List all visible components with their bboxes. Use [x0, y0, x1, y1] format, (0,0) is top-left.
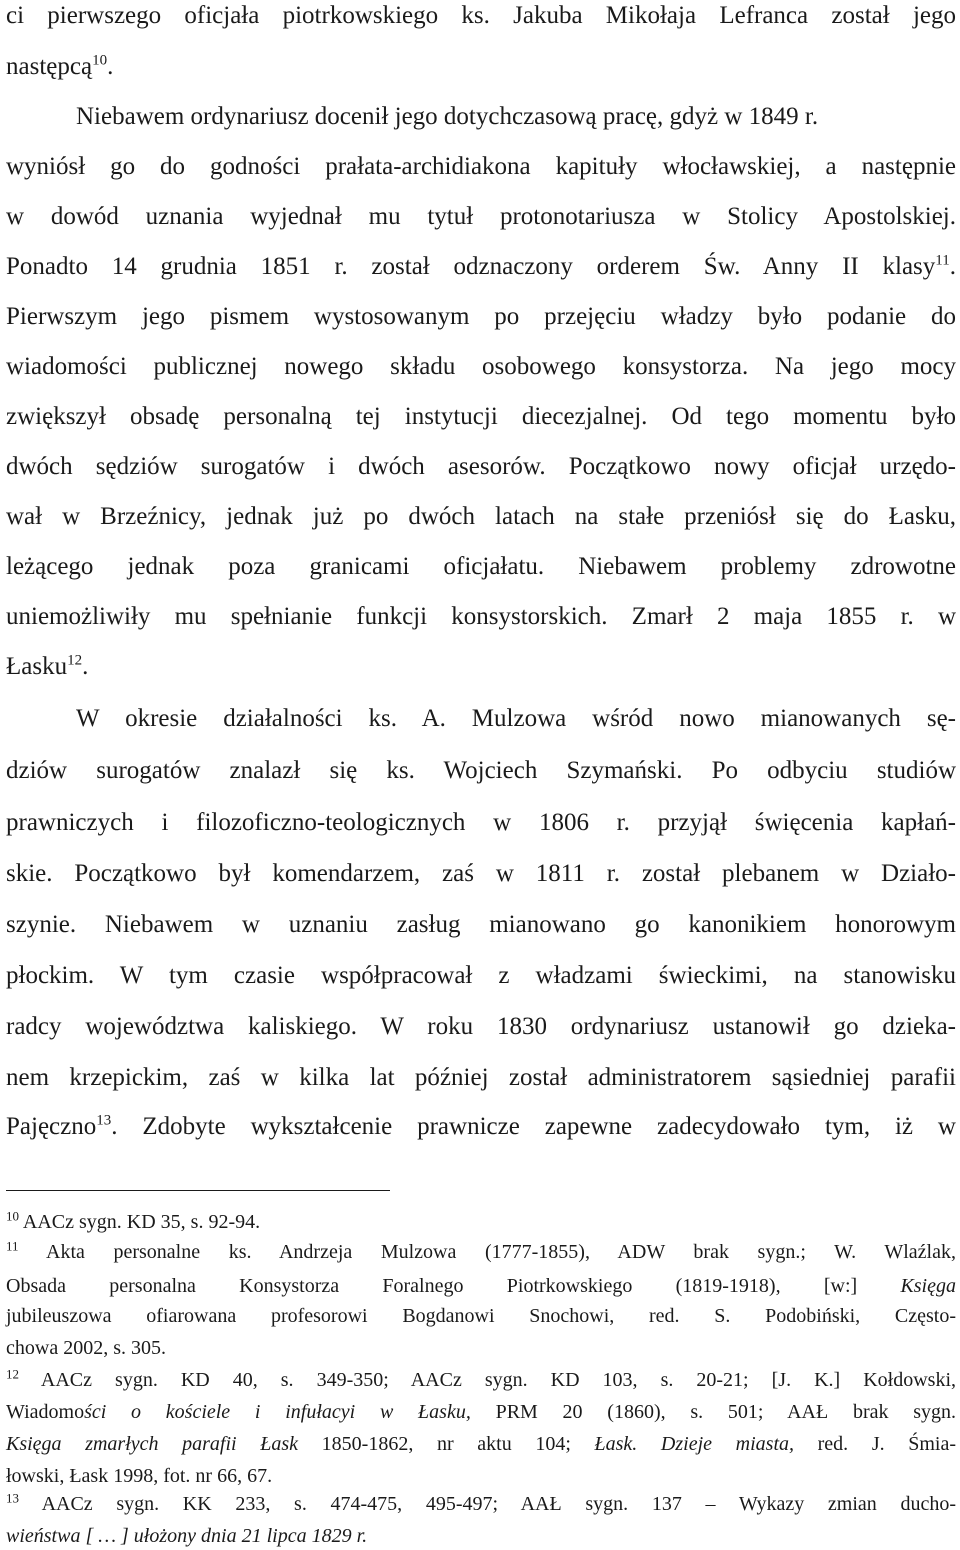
body-line: Niebawem ordynariusz docenił jego dotychczasową pracę, gdyż w 1849 r.	[76, 103, 819, 130]
body-line: leżącego jednak poza granicami oficjałatu. Niebawem problemy zdrowotne	[6, 553, 956, 580]
footnote-ref: 13	[96, 1112, 112, 1129]
footnote-line: chowa 2002, s. 305.	[6, 1337, 166, 1359]
footnote-line: jubileuszowa ofiarowana profesorowi Bogdanowi Snochowi, red. S. Podobiński, Często-	[6, 1305, 956, 1327]
footnote-ref: 12	[67, 652, 83, 669]
body-line: nem krzepickim, zaś w kilka lat później został administratorem sąsiedniej parafii	[6, 1064, 956, 1091]
body-line: prawniczych i filozoficzno-teologicznych w 1806 r. przyjął święcenia kapłań-	[6, 809, 956, 836]
footnote-ref: 10	[92, 52, 108, 69]
footnote-line: Wiadomości o kościele i infułacyi w Łasku, PRM 20 (1860), s. 501; AAŁ brak sygn.	[6, 1401, 957, 1423]
body-line: płockim. W tym czasie współpracował z władzami świeckimi, na stanowisku	[6, 962, 956, 989]
footnote-line: Obsada personalna Konsystorza Foralnego Piotrkowskiego (1819-1918), [w:] Księga	[6, 1275, 956, 1297]
body-line: dziów surogatów znalazł się ks. Wojciech Szymański. Po odbyciu studiów	[6, 757, 956, 784]
footnote-separator	[6, 1190, 390, 1191]
footnote-11: $^{11}$ Akta personalne ks. Andrzeja Mulzowa (1777-1855), ADW brak sygn.; W. Wlaźlak,	[6, 1238, 956, 1263]
footnote-line: wieństwa [ … ] ułożony dnia 21 lipca 1829 r.	[6, 1525, 368, 1547]
body-line: wyniósł go do godności prałata-archidiakona kapituły włocławskiej, a następnie	[6, 153, 956, 180]
body-line: w dowód uznania wyjednał mu tytuł protonotariusza w Stolicy Apostolskiej.	[6, 203, 956, 230]
footnote-line: Księga zmarłych parafii Łask 1850-1862, nr aktu 104; Łask. Dzieje miasta, red. J. Śmia-	[6, 1433, 957, 1455]
body-line: ci pierwszego oficjała piotrkowskiego ks. Jakuba Mikołaja Lefranca został jego	[6, 2, 956, 29]
body-line: skie. Początkowo był komendarzem, zaś w 1811 r. został plebanem w Działo-	[6, 860, 956, 887]
body-line: radcy województwa kaliskiego. W roku 1830 ordynariusz ustanowił go dzieka-	[6, 1013, 956, 1040]
body-line: wał w Brzeźnicy, jednak już po dwóch latach na stałe przeniósł się do Łasku,	[6, 503, 956, 530]
body-line: następcą$^{10}$.	[6, 52, 114, 80]
footnote-ref: 11	[935, 252, 950, 269]
body-line: szynie. Niebawem w uznaniu zasług mianowano go kanonikiem honorowym	[6, 911, 956, 938]
body-line: Pajęczno$^{13}$. Zdobyte wykształcenie prawnicze zapewne zadecydowało tym, iż w	[6, 1112, 956, 1140]
body-line: zwiększył obsadę personalną tej instytucji diecezjalnej. Od tego momentu było	[6, 403, 956, 430]
body-line: dwóch sędziów surogatów i dwóch asesorów. Początkowo nowy oficjał urzędo-	[6, 453, 956, 480]
body-line: uniemożliwiły mu spełnianie funkcji konsystorskich. Zmarł 2 maja 1855 r. w	[6, 603, 956, 630]
footnote-line: łowski, Łask 1998, fot. nr 66, 67.	[6, 1465, 273, 1487]
footnote-12: $^{12}$ AACz sygn. KD 40, s. 349-350; AACz sygn. KD 103, s. 20-21; [J. K.] Kołdowski,	[6, 1366, 956, 1391]
body-line: Ponadto 14 grudnia 1851 r. został odznaczony orderem Św. Anny II klasy$^{11}$.	[6, 252, 956, 280]
body-line: W okresie działalności ks. A. Mulzowa wśród nowo mianowanych sę-	[76, 705, 956, 732]
body-line: wiadomości publicznej nowego składu osobowego konsystorza. Na jego mocy	[6, 353, 956, 380]
footnote-10: $^{10}$ AACz sygn. KD 35, s. 92-94.	[6, 1208, 261, 1233]
footnote-13: $^{13}$ AACz sygn. KK 233, s. 474-475, 495-497; AAŁ sygn. 137 – Wykazy zmian ducho-	[6, 1490, 956, 1515]
body-line: Pierwszym jego pismem wystosowanym po przejęciu władzy było podanie do	[6, 303, 956, 330]
body-line: Łasku$^{12}$.	[6, 652, 89, 680]
